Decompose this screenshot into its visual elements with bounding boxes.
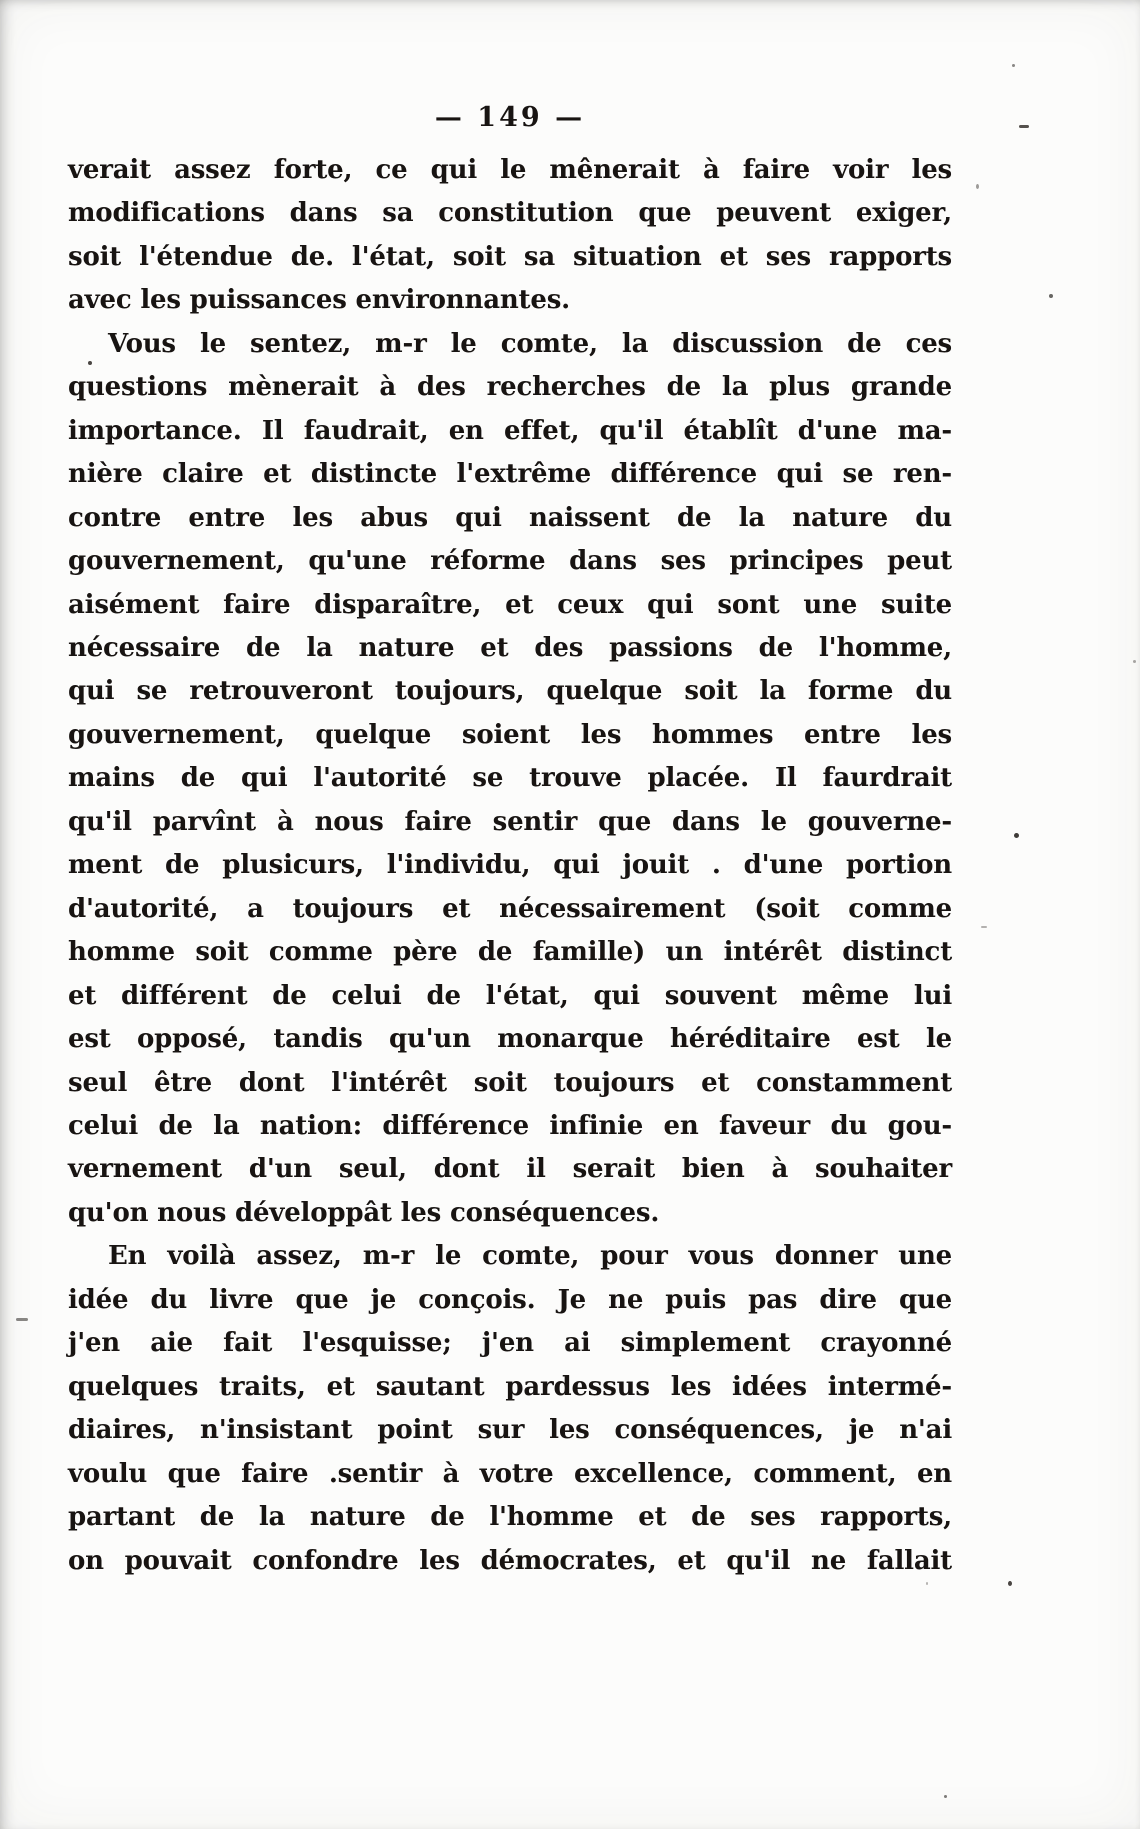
text-line: seul être dont l'intérêt soit toujours et constamment: [68, 1067, 952, 1098]
text-line: contre entre les abus qui naissent de la nature du: [68, 502, 952, 533]
text-line: importance. Il faudrait, en effet, qu'il établît d'une ma-: [68, 415, 952, 446]
text-line: on pouvait confondre les démocrates, et qu'il ne fallait: [68, 1545, 952, 1576]
text-line: verait assez forte, ce qui le mênerait à faire voir les: [68, 155, 952, 185]
text-line: diaires, n'insistant point sur les conséquences, je n'ai: [68, 1415, 952, 1446]
text-line: j'en aie fait l'esquisse; j'en ai simplement crayonné: [68, 1328, 952, 1359]
scan-speck: [16, 1318, 28, 1321]
text-line: En voilà assez, m-r le comte, pour vous donner une: [108, 1241, 952, 1272]
text-line: est opposé, tandis qu'un monarque héréditaire est le: [68, 1024, 952, 1055]
text-line: nière claire et distincte l'extrême différence qui se ren-: [68, 459, 952, 490]
text-line: aisément faire disparaître, et ceux qui sont une suite: [68, 589, 952, 620]
scan-speck: [1014, 833, 1019, 838]
page-number: — 149 —: [434, 102, 586, 133]
paragraph-mark-speck: [88, 361, 92, 365]
text-line: nécessaire de la nature et des passions de l'homme,: [68, 632, 952, 663]
text-line: idée du livre que je conçois. Je ne puis pas dire que: [68, 1284, 952, 1315]
text-line: voulu que faire .sentir à votre excellence, comment, en: [68, 1458, 952, 1489]
scan-speck: [1019, 125, 1029, 128]
text-line: qui se retrouveront toujours, quelque soit la forme du: [68, 676, 952, 707]
scan-speck: [944, 1795, 947, 1798]
scan-speck: [976, 184, 979, 189]
text-line: gouvernement, qu'une réforme dans ses principes peut: [68, 546, 952, 577]
scan-speck: [981, 926, 987, 928]
scan-speck: [1049, 294, 1053, 298]
text-line: quelques traits, et sautant pardessus les idées intermé-: [68, 1371, 952, 1402]
text-line: homme soit comme père de famille) un intérêt distinct: [68, 937, 952, 968]
scan-speck: [1133, 660, 1136, 663]
text-line: partant de la nature de l'homme et de ses rapports,: [68, 1502, 952, 1533]
text-line: questions mènerait à des recherches de la plus grande: [68, 372, 952, 403]
text-line: gouvernement, quelque soient les hommes entre les: [68, 719, 952, 750]
text-line: modifications dans sa constitution que peuvent exiger,: [68, 198, 952, 229]
scan-speck: [1012, 64, 1015, 67]
text-line: Vous le sentez, m-r le comte, la discussion de ces: [108, 328, 952, 359]
text-line: celui de la nation: différence infinie en faveur du gou-: [68, 1110, 952, 1141]
page-text: [68, 149, 952, 1583]
text-line: qu'il parvînt à nous faire sentir que dans le gouverne-: [68, 806, 952, 837]
text-line: ment de plusicurs, l'individu, qui jouit . d'une portion: [68, 850, 952, 881]
text-line: et différent de celui de l'état, qui souvent même lui: [68, 980, 952, 1011]
text-line: mains de qui l'autorité se trouve placée. Il faurdrait: [68, 763, 952, 794]
scan-speck: [926, 1582, 928, 1585]
text-line: avec les puissances environnantes.: [68, 285, 571, 316]
text-line: qu'on nous développât les conséquences.: [68, 1197, 660, 1228]
text-line: vernement d'un seul, dont il serait bien à souhaiter: [68, 1154, 952, 1185]
scan-speck: [1008, 1581, 1012, 1586]
text-line: d'autorité, a toujours et nécessairement (soit comme: [68, 893, 952, 924]
text-line: soit l'étendue de. l'état, soit sa situation et ses rapports: [68, 241, 952, 272]
